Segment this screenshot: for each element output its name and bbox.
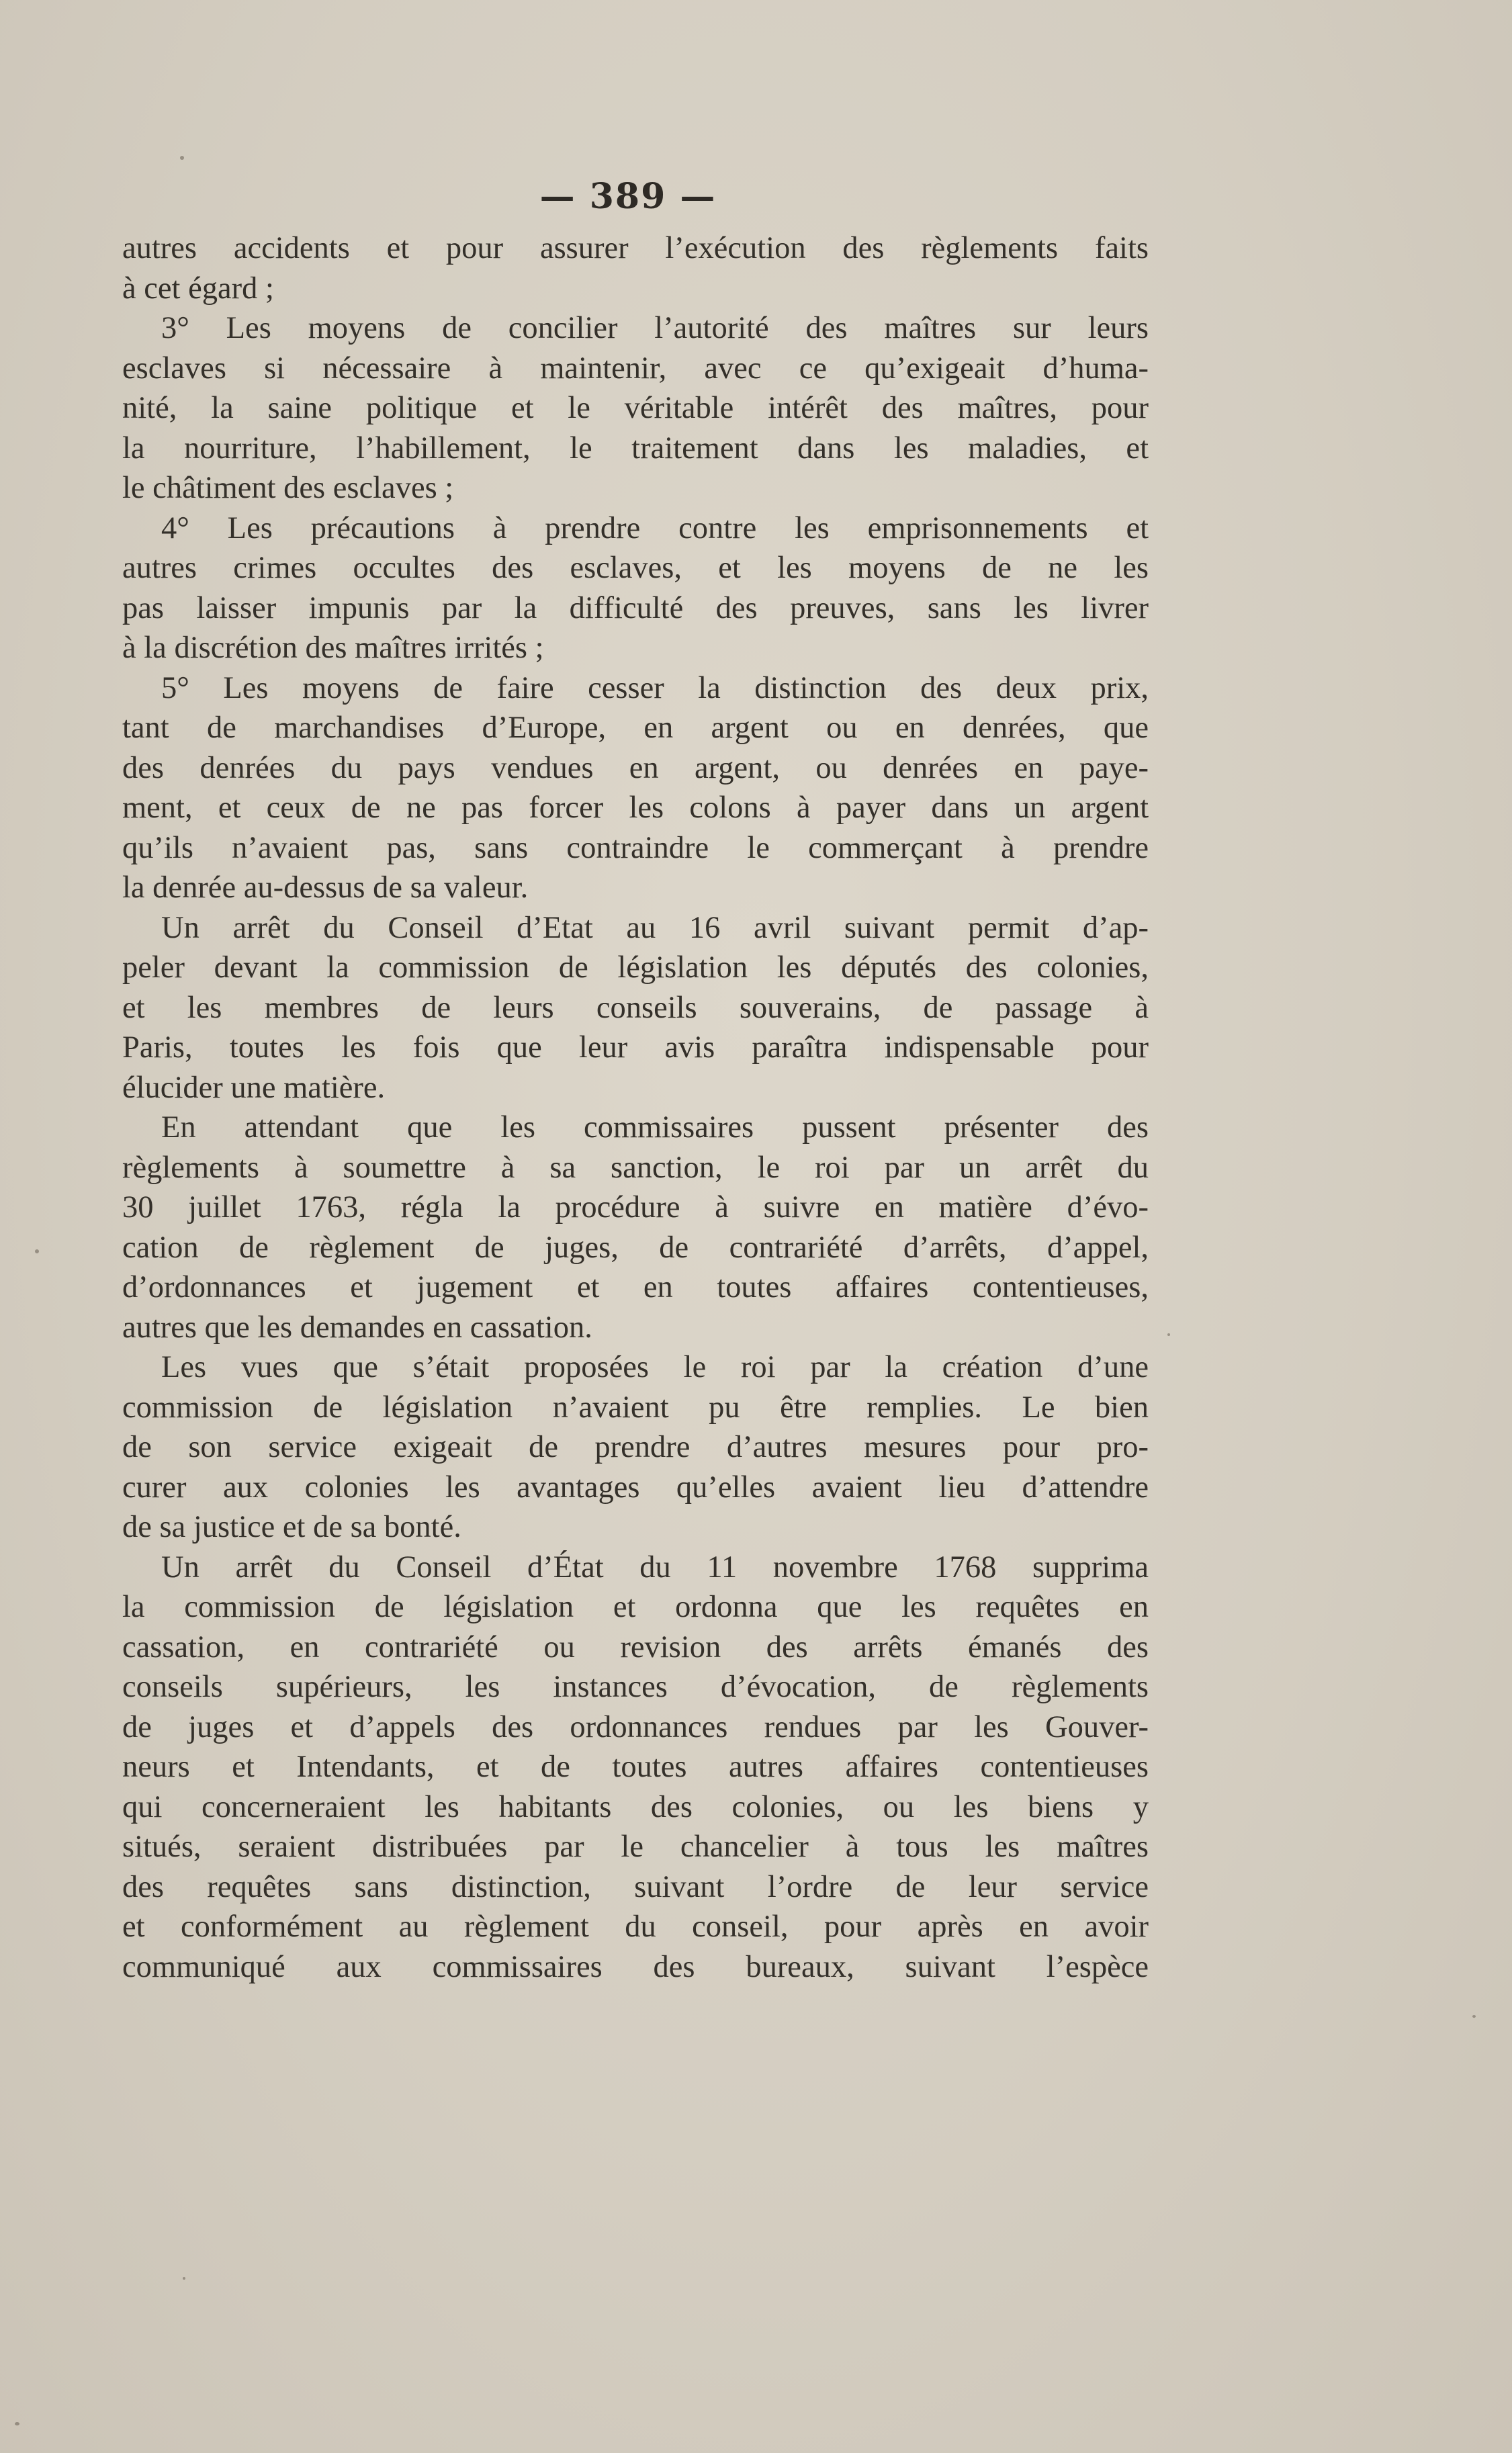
text-line: et conformément au règlement du conseil, pour après en avoir — [122, 1910, 1149, 1944]
text-line: qu’ils n’avaient pas, sans contraindre le commerçant à prendre — [122, 830, 1149, 865]
text-line: règlements à soumettre à sa sanction, le roi par un arrêt du — [122, 1150, 1149, 1185]
text-line: 5° Les moyens de faire cesser la distinction des deux prix, — [161, 670, 1149, 705]
text-line: la denrée au-dessus de sa valeur. — [122, 871, 529, 905]
text-line: autres accidents et pour assurer l’exécution des règlements faits — [122, 231, 1149, 265]
text-line: neurs et Intendants, et de toutes autres affaires contentieuses — [122, 1750, 1149, 1784]
text-line: autres que les demandes en cassation. — [122, 1310, 592, 1345]
text-line: communiqué aux commissaires des bureaux, suivant l’espèce — [122, 1949, 1149, 1984]
text-line: En attendant que les commissaires pussent présenter des — [161, 1110, 1149, 1145]
text-line: situés, seraient distribuées par le chancelier à tous les maîtres — [122, 1830, 1149, 1864]
text-line: de son service exigeait de prendre d’autres mesures pour pro- — [122, 1430, 1149, 1464]
text-line: 3° Les moyens de concilier l’autorité des maîtres sur leurs — [161, 311, 1149, 345]
text-line: commission de législation n’avaient pu être remplies. Le bien — [122, 1390, 1149, 1425]
text-line: des denrées du pays vendues en argent, ou denrées en paye- — [122, 750, 1149, 785]
paper-speck — [180, 156, 184, 160]
text-line: de sa justice et de sa bonté. — [122, 1510, 461, 1544]
body-text — [122, 228, 1149, 1987]
text-line: la commission de législation et ordonna que les requêtes en — [122, 1590, 1149, 1624]
text-line: 30 juillet 1763, régla la procédure à suivre en matière d’évo- — [122, 1190, 1149, 1224]
text-line: tant de marchandises d’Europe, en argent ou en denrées, que — [122, 711, 1149, 745]
page-number: — 389 — — [539, 176, 717, 217]
text-line: qui concerneraient les habitants des colonies, ou les biens y — [122, 1789, 1149, 1824]
text-line: 4° Les précautions à prendre contre les emprisonnements et — [161, 510, 1149, 545]
text-line: Paris, toutes les fois que leur avis paraîtra indispensable pour — [122, 1030, 1149, 1065]
paper-speck — [1472, 2015, 1476, 2018]
text-line: Un arrêt du Conseil d’État du 11 novembre 1768 supprima — [161, 1550, 1149, 1585]
text-line: pas laisser impunis par la difficulté des preuves, sans les livrer — [122, 590, 1149, 625]
paper-speck — [35, 1249, 39, 1253]
text-line: élucider une matière. — [122, 1070, 386, 1105]
paper-speck — [1167, 1333, 1170, 1336]
text-line: autres crimes occultes des esclaves, et les moyens de ne les — [122, 551, 1149, 585]
text-line: et les membres de leurs conseils souverains, de passage à — [122, 990, 1149, 1025]
text-line: Les vues que s’était proposées le roi par la création d’une — [161, 1350, 1149, 1384]
paper-speck — [183, 2277, 185, 2280]
text-line: esclaves si nécessaire à maintenir, avec ce qu’exigeait d’huma- — [122, 351, 1149, 386]
text-line: de juges et d’appels des ordonnances rendues par les Gouver- — [122, 1709, 1149, 1744]
text-line: le châtiment des esclaves ; — [122, 471, 454, 505]
text-line: conseils supérieurs, les instances d’évocation, de règlements — [122, 1670, 1149, 1704]
text-line: cassation, en contrariété ou revision des arrêts émanés des — [122, 1630, 1149, 1664]
text-line: curer aux colonies les avantages qu’elles avaient lieu d’attendre — [122, 1470, 1149, 1505]
paper-speck — [15, 2422, 19, 2425]
text-line: d’ordonnances et jugement et en toutes affaires contentieuses, — [122, 1270, 1149, 1304]
text-line: des requêtes sans distinction, suivant l’ordre de leur service — [122, 1869, 1149, 1904]
text-line: peler devant la commission de législation les députés des colonies, — [122, 950, 1149, 985]
text-line: nité, la saine politique et le véritable intérêt des maîtres, pour — [122, 391, 1149, 425]
text-line: à la discrétion des maîtres irrités ; — [122, 631, 544, 665]
text-line: à cet égard ; — [122, 271, 274, 306]
text-line: ment, et ceux de ne pas forcer les colons à payer dans un argent — [122, 791, 1149, 825]
text-line: cation de règlement de juges, de contrariété d’arrêts, d’appel, — [122, 1230, 1149, 1265]
text-line: la nourriture, l’habillement, le traitement dans les maladies, et — [122, 431, 1149, 465]
text-line: Un arrêt du Conseil d’Etat au 16 avril suivant permit d’ap- — [161, 910, 1149, 945]
